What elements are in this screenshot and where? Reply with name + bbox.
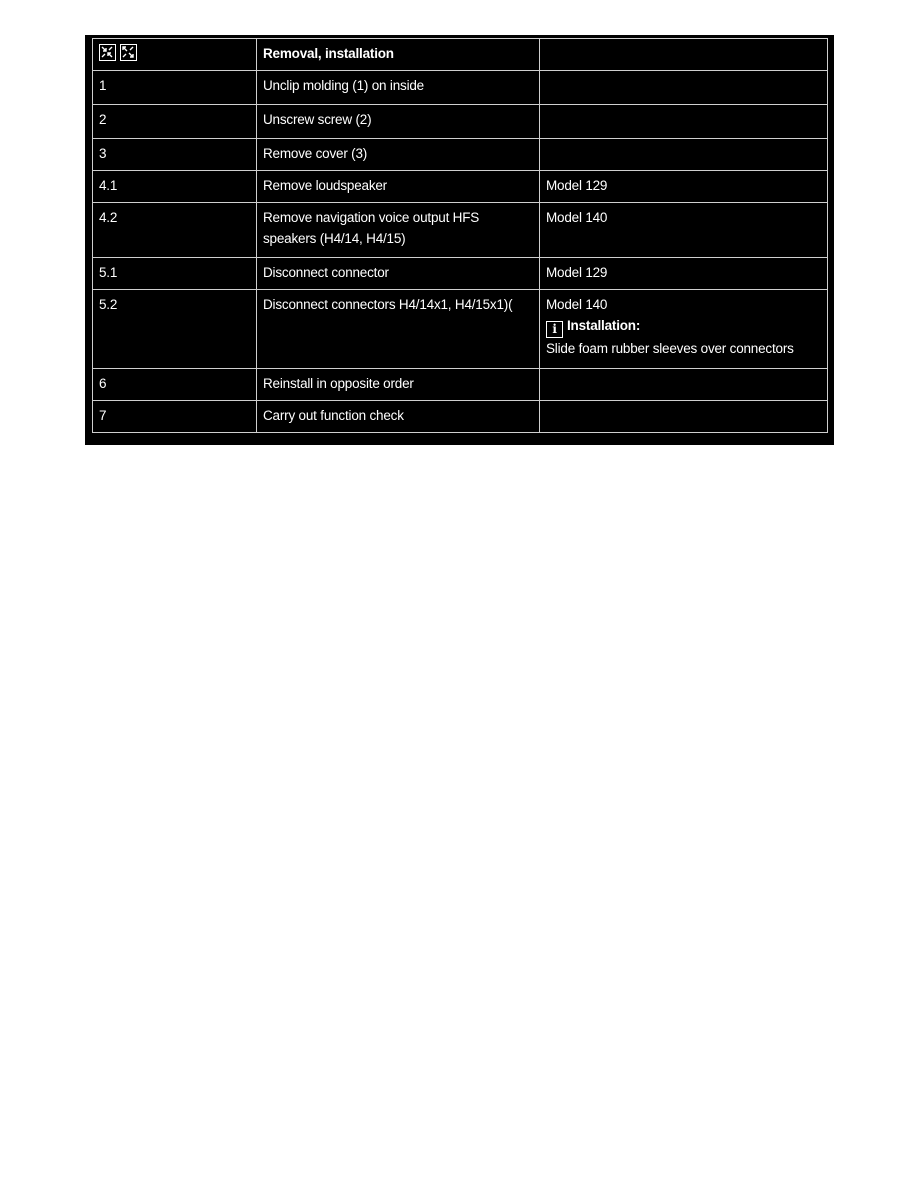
step-action xyxy=(257,203,540,258)
step-number: 2 xyxy=(93,105,257,139)
info-icon: i xyxy=(546,321,563,338)
table-row xyxy=(93,369,828,401)
table-row xyxy=(93,105,828,139)
step-action: Disconnect connectors H4/14x1, H4/15x1)( xyxy=(257,290,540,369)
removal-icon xyxy=(99,44,116,61)
table-row xyxy=(93,290,828,369)
table-row xyxy=(93,258,828,290)
step-note-model: Model 140 xyxy=(546,297,608,312)
step-number: 4.2 xyxy=(93,203,257,258)
step-note xyxy=(540,139,828,171)
installation-note xyxy=(546,315,821,338)
procedure-sheet xyxy=(85,35,834,445)
step-number: 7 xyxy=(93,401,257,433)
installation-icon xyxy=(120,44,137,61)
installation-label: Installation: xyxy=(567,318,641,333)
header-title: Removal, installation xyxy=(257,39,540,71)
step-action: Reinstall in opposite order xyxy=(257,369,540,401)
step-note xyxy=(540,401,828,433)
step-action: Unclip molding (1) on inside xyxy=(257,71,540,105)
step-action-line: speakers (H4/14, H4/15) xyxy=(263,231,406,246)
step-action: Remove loudspeaker xyxy=(257,171,540,203)
step-action: Carry out function check xyxy=(257,401,540,433)
installation-text: Slide foam rubber sleeves over connectors xyxy=(546,341,794,356)
step-note xyxy=(540,105,828,139)
step-note: Model 140 xyxy=(540,203,828,258)
step-number: 6 xyxy=(93,369,257,401)
table-header-row xyxy=(93,39,828,71)
step-action: Remove cover (3) xyxy=(257,139,540,171)
step-action: Unscrew screw (2) xyxy=(257,105,540,139)
table-row xyxy=(93,171,828,203)
header-icons-cell xyxy=(93,39,257,71)
step-note xyxy=(540,369,828,401)
step-note xyxy=(540,71,828,105)
step-number: 4.1 xyxy=(93,171,257,203)
step-number: 1 xyxy=(93,71,257,105)
step-number: 3 xyxy=(93,139,257,171)
step-action: Disconnect connector xyxy=(257,258,540,290)
table-row xyxy=(93,401,828,433)
step-note: Model 129 xyxy=(540,171,828,203)
table-row xyxy=(93,139,828,171)
step-number: 5.2 xyxy=(93,290,257,369)
step-number: 5.1 xyxy=(93,258,257,290)
procedure-table xyxy=(92,38,828,433)
header-note xyxy=(540,39,828,71)
table-row xyxy=(93,71,828,105)
step-action-line: Remove navigation voice output HFS xyxy=(263,210,480,225)
step-note: Model 129 xyxy=(540,258,828,290)
table-row xyxy=(93,203,828,258)
step-note xyxy=(540,290,828,369)
